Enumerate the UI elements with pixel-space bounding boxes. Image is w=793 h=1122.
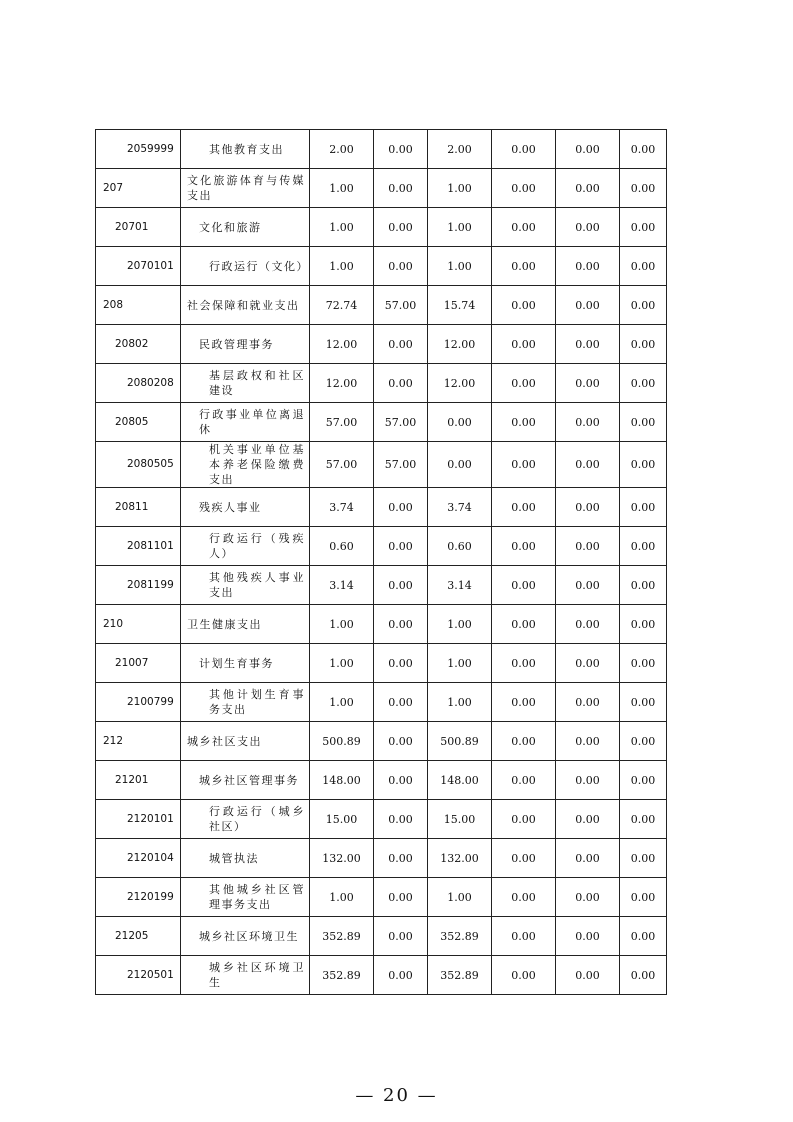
- amount-cell: 0.00: [428, 442, 492, 488]
- amount-cell: 1.00: [428, 683, 492, 722]
- subject-name-cell: 行政事业单位离退休: [181, 403, 310, 442]
- amount-cell: 0.00: [374, 683, 428, 722]
- table-row: [96, 247, 667, 286]
- amount-cell: 12.00: [310, 364, 374, 403]
- table-row: [96, 800, 667, 839]
- amount-cell: 0.00: [374, 761, 428, 800]
- subject-name-cell: 残疾人事业: [181, 488, 310, 527]
- amount-cell: 0.00: [374, 169, 428, 208]
- subject-code-cell: 21201: [96, 761, 181, 800]
- subject-code-cell: 210: [96, 605, 181, 644]
- amount-cell: 57.00: [310, 403, 374, 442]
- amount-cell: 0.00: [556, 364, 620, 403]
- amount-cell: 0.00: [556, 169, 620, 208]
- amount-cell: 15.74: [428, 286, 492, 325]
- amount-cell: 57.00: [310, 442, 374, 488]
- amount-cell: 0.00: [556, 566, 620, 605]
- amount-cell: 15.00: [310, 800, 374, 839]
- table-row: [96, 130, 667, 169]
- subject-code-cell: 2120101: [96, 800, 181, 839]
- amount-cell: 57.00: [374, 442, 428, 488]
- amount-cell: 148.00: [428, 761, 492, 800]
- subject-name-cell: 社会保障和就业支出: [181, 286, 310, 325]
- amount-cell: 1.00: [310, 169, 374, 208]
- amount-cell: 0.00: [374, 644, 428, 683]
- amount-cell: 0.00: [620, 878, 667, 917]
- amount-cell: 0.00: [492, 286, 556, 325]
- subject-code-cell: 2120199: [96, 878, 181, 917]
- amount-cell: 0.00: [620, 325, 667, 364]
- amount-cell: 0.00: [620, 683, 667, 722]
- amount-cell: 0.00: [492, 839, 556, 878]
- subject-name-cell: 城管执法: [181, 839, 310, 878]
- table-row: [96, 917, 667, 956]
- amount-cell: 0.00: [556, 956, 620, 995]
- amount-cell: 1.00: [310, 644, 374, 683]
- amount-cell: 0.00: [620, 247, 667, 286]
- amount-cell: 0.00: [492, 247, 556, 286]
- amount-cell: 0.00: [374, 488, 428, 527]
- amount-cell: 0.00: [620, 644, 667, 683]
- amount-cell: 0.00: [556, 683, 620, 722]
- amount-cell: 3.74: [428, 488, 492, 527]
- amount-cell: 0.00: [374, 956, 428, 995]
- amount-cell: 0.00: [620, 488, 667, 527]
- amount-cell: 0.00: [556, 761, 620, 800]
- amount-cell: 0.00: [556, 403, 620, 442]
- subject-code-cell: 212: [96, 722, 181, 761]
- amount-cell: 57.00: [374, 403, 428, 442]
- subject-code-cell: 2080208: [96, 364, 181, 403]
- table-row: [96, 761, 667, 800]
- amount-cell: 1.00: [428, 208, 492, 247]
- table-row: [96, 644, 667, 683]
- page-number: — 20 —: [355, 1085, 438, 1106]
- amount-cell: 500.89: [428, 722, 492, 761]
- amount-cell: 1.00: [310, 247, 374, 286]
- subject-code-cell: 2070101: [96, 247, 181, 286]
- amount-cell: 0.00: [620, 130, 667, 169]
- amount-cell: 1.00: [310, 605, 374, 644]
- amount-cell: 352.89: [428, 956, 492, 995]
- amount-cell: 0.00: [492, 800, 556, 839]
- amount-cell: 0.00: [374, 878, 428, 917]
- amount-cell: 0.00: [492, 605, 556, 644]
- amount-cell: 0.00: [620, 403, 667, 442]
- subject-name-cell: 城乡社区环境卫生: [181, 917, 310, 956]
- subject-name-cell: 其他计划生育事务支出: [181, 683, 310, 722]
- subject-code-cell: 2100799: [96, 683, 181, 722]
- amount-cell: 0.00: [428, 403, 492, 442]
- amount-cell: 0.00: [556, 605, 620, 644]
- amount-cell: 0.00: [556, 247, 620, 286]
- amount-cell: 3.14: [310, 566, 374, 605]
- amount-cell: 0.00: [556, 878, 620, 917]
- amount-cell: 0.60: [428, 527, 492, 566]
- subject-name-cell: 计划生育事务: [181, 644, 310, 683]
- table-row: [96, 442, 667, 488]
- amount-cell: 15.00: [428, 800, 492, 839]
- subject-name-cell: 机关事业单位基本养老保险缴费支出: [181, 442, 310, 488]
- amount-cell: 2.00: [310, 130, 374, 169]
- amount-cell: 0.00: [492, 527, 556, 566]
- table-row: [96, 286, 667, 325]
- amount-cell: 0.00: [620, 605, 667, 644]
- subject-code-cell: 20802: [96, 325, 181, 364]
- amount-cell: 0.00: [492, 488, 556, 527]
- amount-cell: 3.74: [310, 488, 374, 527]
- amount-cell: 0.00: [620, 839, 667, 878]
- amount-cell: 0.00: [492, 208, 556, 247]
- table-row: [96, 527, 667, 566]
- amount-cell: 132.00: [428, 839, 492, 878]
- amount-cell: 0.00: [620, 208, 667, 247]
- amount-cell: 132.00: [310, 839, 374, 878]
- subject-code-cell: 2120104: [96, 839, 181, 878]
- table-row: [96, 364, 667, 403]
- amount-cell: 0.00: [556, 800, 620, 839]
- subject-code-cell: 2059999: [96, 130, 181, 169]
- subject-name-cell: 民政管理事务: [181, 325, 310, 364]
- subject-name-cell: 城乡社区支出: [181, 722, 310, 761]
- subject-name-cell: 行政运行（城乡社区）: [181, 800, 310, 839]
- amount-cell: 0.00: [556, 488, 620, 527]
- amount-cell: 0.60: [310, 527, 374, 566]
- table-row: [96, 683, 667, 722]
- amount-cell: 0.00: [620, 566, 667, 605]
- amount-cell: 0.00: [492, 956, 556, 995]
- amount-cell: 352.89: [310, 917, 374, 956]
- amount-cell: 0.00: [374, 325, 428, 364]
- subject-code-cell: 21007: [96, 644, 181, 683]
- amount-cell: 0.00: [620, 442, 667, 488]
- amount-cell: 0.00: [556, 286, 620, 325]
- amount-cell: 0.00: [620, 286, 667, 325]
- amount-cell: 1.00: [310, 878, 374, 917]
- subject-name-cell: 基层政权和社区建设: [181, 364, 310, 403]
- amount-cell: 57.00: [374, 286, 428, 325]
- subject-name-cell: 文化和旅游: [181, 208, 310, 247]
- subject-code-cell: 20805: [96, 403, 181, 442]
- amount-cell: 12.00: [310, 325, 374, 364]
- table-row: [96, 403, 667, 442]
- subject-code-cell: 208: [96, 286, 181, 325]
- amount-cell: 500.89: [310, 722, 374, 761]
- subject-code-cell: 20811: [96, 488, 181, 527]
- amount-cell: 0.00: [374, 130, 428, 169]
- subject-name-cell: 卫生健康支出: [181, 605, 310, 644]
- table-row: [96, 208, 667, 247]
- amount-cell: 0.00: [374, 527, 428, 566]
- amount-cell: 0.00: [374, 800, 428, 839]
- amount-cell: 1.00: [310, 683, 374, 722]
- budget-table-body: [96, 130, 667, 995]
- amount-cell: 3.14: [428, 566, 492, 605]
- amount-cell: 0.00: [492, 566, 556, 605]
- amount-cell: 0.00: [556, 722, 620, 761]
- amount-cell: 1.00: [428, 169, 492, 208]
- amount-cell: 0.00: [374, 839, 428, 878]
- amount-cell: 352.89: [310, 956, 374, 995]
- table-row: [96, 325, 667, 364]
- amount-cell: 12.00: [428, 325, 492, 364]
- amount-cell: 0.00: [556, 130, 620, 169]
- amount-cell: 1.00: [428, 644, 492, 683]
- subject-code-cell: 2081101: [96, 527, 181, 566]
- amount-cell: 0.00: [620, 722, 667, 761]
- budget-table-container: [95, 129, 667, 995]
- amount-cell: 148.00: [310, 761, 374, 800]
- amount-cell: 352.89: [428, 917, 492, 956]
- amount-cell: 0.00: [492, 917, 556, 956]
- subject-code-cell: 207: [96, 169, 181, 208]
- amount-cell: 0.00: [374, 364, 428, 403]
- amount-cell: 0.00: [374, 722, 428, 761]
- amount-cell: 0.00: [492, 644, 556, 683]
- amount-cell: 12.00: [428, 364, 492, 403]
- table-row: [96, 566, 667, 605]
- amount-cell: 1.00: [310, 208, 374, 247]
- table-row: [96, 956, 667, 995]
- table-row: [96, 839, 667, 878]
- amount-cell: 0.00: [556, 442, 620, 488]
- amount-cell: 0.00: [620, 956, 667, 995]
- subject-name-cell: 行政运行（文化）: [181, 247, 310, 286]
- amount-cell: 0.00: [620, 169, 667, 208]
- amount-cell: 1.00: [428, 605, 492, 644]
- amount-cell: 0.00: [374, 917, 428, 956]
- subject-name-cell: 行政运行（残疾人）: [181, 527, 310, 566]
- amount-cell: 0.00: [556, 208, 620, 247]
- amount-cell: 0.00: [556, 325, 620, 364]
- amount-cell: 72.74: [310, 286, 374, 325]
- amount-cell: 0.00: [492, 169, 556, 208]
- amount-cell: 0.00: [556, 839, 620, 878]
- amount-cell: 0.00: [492, 683, 556, 722]
- amount-cell: 0.00: [620, 761, 667, 800]
- table-row: [96, 605, 667, 644]
- subject-name-cell: 其他教育支出: [181, 130, 310, 169]
- subject-code-cell: 2081199: [96, 566, 181, 605]
- amount-cell: 0.00: [374, 208, 428, 247]
- amount-cell: 0.00: [374, 247, 428, 286]
- amount-cell: 0.00: [620, 364, 667, 403]
- amount-cell: 0.00: [492, 722, 556, 761]
- amount-cell: 0.00: [492, 364, 556, 403]
- amount-cell: 0.00: [492, 130, 556, 169]
- subject-name-cell: 城乡社区环境卫生: [181, 956, 310, 995]
- subject-name-cell: 城乡社区管理事务: [181, 761, 310, 800]
- amount-cell: 0.00: [620, 800, 667, 839]
- subject-name-cell: 其他残疾人事业支出: [181, 566, 310, 605]
- table-row: [96, 488, 667, 527]
- amount-cell: 0.00: [492, 761, 556, 800]
- amount-cell: 0.00: [556, 644, 620, 683]
- amount-cell: 0.00: [492, 442, 556, 488]
- amount-cell: 0.00: [556, 527, 620, 566]
- amount-cell: 0.00: [492, 878, 556, 917]
- table-row: [96, 878, 667, 917]
- amount-cell: 0.00: [620, 917, 667, 956]
- subject-code-cell: 20701: [96, 208, 181, 247]
- amount-cell: 0.00: [374, 566, 428, 605]
- amount-cell: 0.00: [620, 527, 667, 566]
- table-row: [96, 169, 667, 208]
- budget-table: [95, 129, 667, 995]
- amount-cell: 0.00: [492, 403, 556, 442]
- amount-cell: 1.00: [428, 247, 492, 286]
- amount-cell: 2.00: [428, 130, 492, 169]
- amount-cell: 1.00: [428, 878, 492, 917]
- table-row: [96, 722, 667, 761]
- subject-code-cell: 2080505: [96, 442, 181, 488]
- amount-cell: 0.00: [374, 605, 428, 644]
- amount-cell: 0.00: [556, 917, 620, 956]
- subject-name-cell: 文化旅游体育与传媒支出: [181, 169, 310, 208]
- amount-cell: 0.00: [492, 325, 556, 364]
- subject-code-cell: 2120501: [96, 956, 181, 995]
- subject-code-cell: 21205: [96, 917, 181, 956]
- subject-name-cell: 其他城乡社区管理事务支出: [181, 878, 310, 917]
